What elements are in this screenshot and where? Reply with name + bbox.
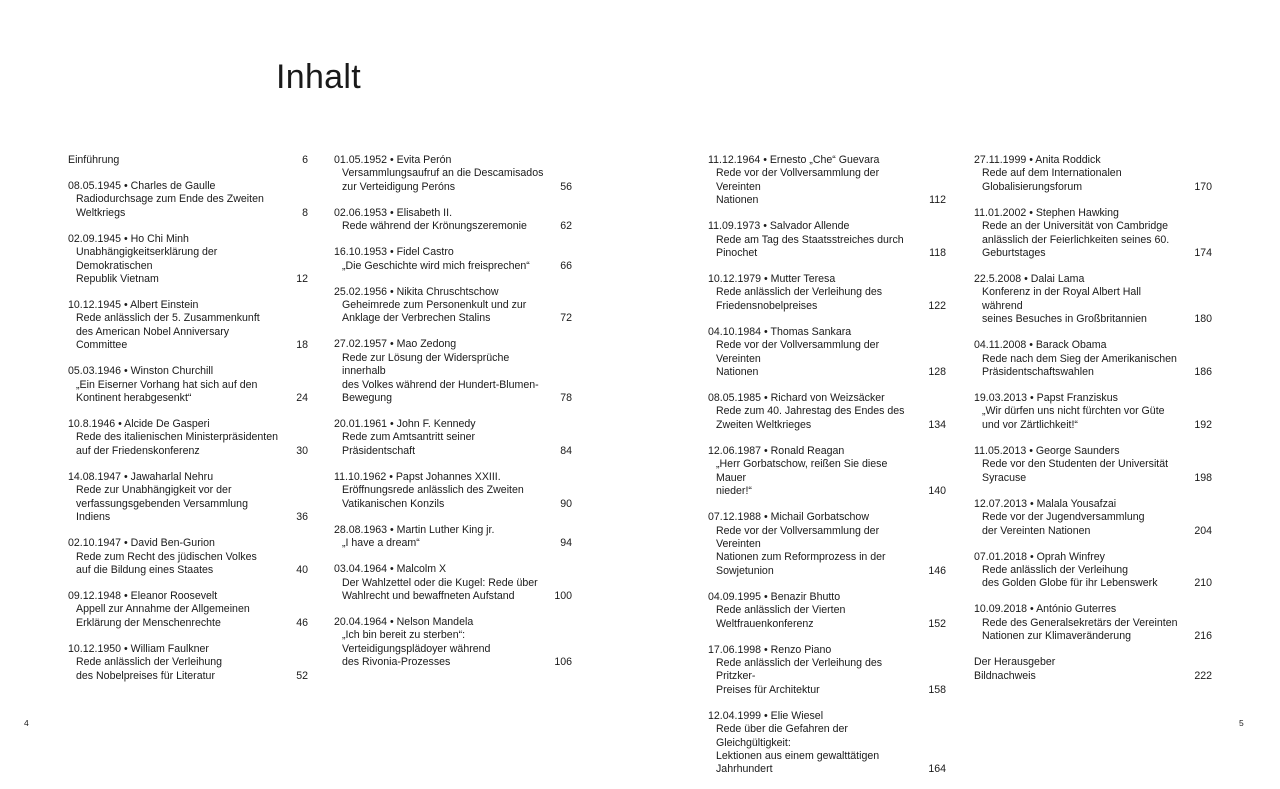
toc-separator: • <box>123 470 128 483</box>
toc-entry <box>68 299 308 353</box>
toc-separator: • <box>763 220 767 233</box>
toc-separator: • <box>118 418 122 431</box>
toc-entry <box>974 207 1212 261</box>
toc-entry-page: 78 <box>560 392 572 405</box>
toc-entry-page: 118 <box>929 247 946 260</box>
toc-entry-description: Rede am Tag des Staatsstreiches durch Pinochet <box>716 233 904 260</box>
toc-entry-date: 11.01.2002 <box>974 206 1027 219</box>
toc-separator: • <box>389 470 393 483</box>
toc-separator: • <box>123 365 128 378</box>
toc-separator: • <box>763 511 768 524</box>
toc-entry-page: 106 <box>554 656 572 669</box>
toc-entry-description: Geheimrede zum Personenkult und zur Anklage der Verbrechen Stalins <box>342 299 527 325</box>
toc-column-4 <box>974 154 1212 696</box>
toc-entry-name: Richard von Weizsäcker <box>770 392 885 405</box>
toc-entry-date: 27.02.1957 <box>334 338 388 351</box>
toc-entry-page: 46 <box>296 616 308 629</box>
toc-entry-name: Charles de Gaulle <box>130 180 216 192</box>
toc-entry <box>708 710 946 777</box>
toc-entry <box>708 392 946 432</box>
toc-entry-date: 04.09.1995 <box>708 590 762 603</box>
toc-separator: • <box>763 444 768 457</box>
toc-entry-description: „Ein Eiserner Vorhang hat sich auf den Kontinent herabgesenkt“ <box>76 378 258 405</box>
toc-entry-page: 8 <box>302 206 308 219</box>
toc-entry-name: Papst Franziskus <box>1036 392 1118 405</box>
toc-entry-description: Rede nach dem Sieg der Amerikanischen Präsidentschaftswahlen <box>982 352 1177 379</box>
toc-entry-description: Rede zum 40. Jahrestag des Endes des Zweiten Weltkrieges <box>716 405 905 431</box>
toc-entry-date: 07.12.1988 <box>708 511 762 524</box>
toc-separator: • <box>389 418 394 431</box>
toc-separator: • <box>1029 154 1033 166</box>
toc-separator: • <box>1029 206 1033 219</box>
toc-entry-description: Rede vor der Vollversammlung der Vereinten Nationen <box>716 167 880 207</box>
toc-entry-name: William Faulkner <box>130 642 209 655</box>
toc-entry-name: Elie Wiesel <box>770 709 824 722</box>
page-number-right: 5 <box>1239 718 1244 728</box>
toc-entry-page: 134 <box>928 418 946 431</box>
toc-entry-name: Malala Yousafzai <box>1036 497 1117 510</box>
toc-entry-page: 146 <box>928 564 946 577</box>
toc-entry-page: 62 <box>560 220 572 233</box>
page-number-left: 4 <box>24 718 29 728</box>
toc-separator: • <box>763 590 768 603</box>
toc-entry-description: Rede anlässlich der Verleihung des Nobelpreises für Literatur <box>76 656 223 682</box>
toc-entry <box>334 563 572 603</box>
toc-entry-page: 94 <box>560 537 572 550</box>
toc-entry <box>974 273 1212 327</box>
toc-entry-name: Albert Einstein <box>130 299 199 312</box>
toc-entry-page: 72 <box>560 312 572 325</box>
toc-entry-name: Ho Chi Minh <box>130 232 189 245</box>
toc-separator: • <box>389 523 394 536</box>
toc-entry-page: 100 <box>554 589 572 602</box>
toc-entry-page: 180 <box>1194 313 1212 326</box>
toc-entry-date: 02.09.1945 <box>68 232 122 245</box>
toc-separator: • <box>123 642 128 655</box>
toc-entry-name: Evita Perón <box>396 154 452 166</box>
toc-entry-date: 16.10.1953 <box>334 246 388 259</box>
toc-entry-name: Barack Obama <box>1035 339 1107 352</box>
toc-entry-name: Michail Gorbatschow <box>770 511 869 524</box>
toc-entry-name: Benazir Bhutto <box>770 590 841 603</box>
toc-entry <box>334 246 572 273</box>
toc-entry-description: Rede zur Lösung der Widersprüche innerhalb des Volkes während der Hundert-Blumen- Bewegung <box>342 351 539 405</box>
toc-entry <box>334 154 572 194</box>
toc-entry-date: 10.09.2018 <box>974 603 1028 616</box>
toc-entry-page: 66 <box>560 259 572 272</box>
toc-entry-page: 186 <box>1194 366 1212 379</box>
toc-separator: • <box>763 154 767 166</box>
toc-entry-description: Appell zur Annahme der Allgemeinen Erklärung der Menschenrechte <box>76 603 250 629</box>
toc-entry-description: Versammlungsaufruf an die Descamisados zur Verteidigung Peróns <box>342 167 544 193</box>
toc-entry <box>68 471 308 525</box>
toc-entry-date: 14.08.1947 <box>68 470 122 483</box>
toc-column-3 <box>708 154 946 789</box>
toc-entry-date: 11.12.1964 <box>708 154 761 166</box>
toc-entry-description: „Die Geschichte wird mich freisprechen“ <box>342 259 530 272</box>
toc-separator: • <box>123 180 128 192</box>
toc-entry-date: 09.12.1948 <box>68 589 122 602</box>
toc-entry <box>974 603 1212 643</box>
toc-entry <box>68 537 308 577</box>
toc-entry-description: „Wir dürfen uns nicht fürchten vor Güte und vor Zärtlichkeit!“ <box>982 405 1165 431</box>
toc-separator: • <box>763 643 768 656</box>
toc-entry-date: 10.12.1945 <box>68 299 122 312</box>
toc-entry-date: 28.08.1963 <box>334 523 388 536</box>
toc-entry <box>708 644 946 698</box>
toc-entry-date: 07.01.2018 <box>974 550 1028 563</box>
toc-entry-page: 30 <box>296 444 308 457</box>
toc-separator: • <box>123 232 128 245</box>
toc-entry-page: 164 <box>928 763 946 776</box>
toc-entry <box>708 511 946 578</box>
toc-entry <box>974 498 1212 538</box>
toc-entry-page: 52 <box>296 669 308 682</box>
toc-entry <box>334 524 572 551</box>
toc-entry <box>68 233 308 287</box>
toc-entry-description: Der Wahlzettel oder die Kugel: Rede über Wahlrecht und bewaffneten Aufstand <box>342 576 538 602</box>
toc-separator: • <box>1029 339 1033 352</box>
toc-entry-page: 36 <box>296 511 308 524</box>
toc-entry <box>334 616 572 670</box>
toc-entry-date: 25.02.1956 <box>334 285 388 298</box>
toc-entry <box>708 326 946 380</box>
toc-entry-name: Ronald Reagan <box>770 444 845 457</box>
toc-separator: • <box>389 615 394 628</box>
toc-entry-date: 22.5.2008 <box>974 273 1022 286</box>
toc-entry-page: 158 <box>928 683 946 696</box>
toc-entry <box>334 471 572 511</box>
toc-entry-date: 10.8.1946 <box>68 418 116 431</box>
toc-entry-description: Rede anlässlich der 5. Zusammenkunft des American Nobel Anniversary Committee <box>76 312 260 352</box>
toc-entry <box>334 207 572 234</box>
toc-entry-description: Rede zum Amtsantritt seiner Präsidentschaft <box>342 431 476 457</box>
toc-entry-page: 170 <box>1194 180 1212 193</box>
toc-entry-name: Martin Luther King jr. <box>396 523 495 536</box>
toc-entry-page: 90 <box>560 497 572 510</box>
toc-separator: • <box>763 325 768 338</box>
toc-entry-page: 192 <box>1194 418 1212 431</box>
toc-entry-description: Rede vor der Jugendversammlung der Vereinten Nationen <box>982 511 1145 537</box>
toc-entry-date: 02.06.1953 <box>334 206 388 219</box>
toc-entry-description: Rede vor der Vollversammlung der Vereinten Nationen <box>716 339 880 379</box>
toc-entry-description: Rede zum Recht des jüdischen Volkes auf die Bildung eines Staates <box>76 550 257 576</box>
toc-entry <box>708 154 946 208</box>
toc-entry-page: 24 <box>296 392 308 405</box>
toc-entry-description: Rede auf dem Internationalen Globalisierungsforum <box>982 167 1122 193</box>
toc-entry-date: 04.11.2008 <box>974 339 1027 352</box>
toc-entry-page: 174 <box>1194 247 1212 260</box>
toc-entry-description: Rede an der Universität von Cambridge anlässlich der Feierlichkeiten seines 60. Geburtstages <box>982 220 1170 260</box>
toc-entry-name: Eleanor Roosevelt <box>130 589 218 602</box>
toc-entry-name: Renzo Piano <box>770 643 832 656</box>
toc-entry-description: „I have a dream“ <box>342 537 420 550</box>
toc-entry <box>708 445 946 499</box>
toc-entry-date: 03.04.1964 <box>334 563 388 576</box>
toc-entry-description: Eröffnungsrede anlässlich des Zweiten Vatikanischen Konzils <box>342 484 524 510</box>
toc-entry-date: 10.12.1950 <box>68 642 122 655</box>
toc-entry <box>68 154 308 167</box>
toc-entry-page: 84 <box>560 444 572 457</box>
toc-entry-name: Fidel Castro <box>396 246 454 259</box>
toc-entry-page: 6 <box>302 154 308 166</box>
toc-entry-date: 17.06.1998 <box>708 643 762 656</box>
toc-entry <box>68 180 308 220</box>
toc-entry-description: Radiodurchsage zum Ende des Zweiten Weltkriegs <box>76 193 264 219</box>
toc-entry-title: Bildnachweis <box>974 669 1036 682</box>
toc-entry <box>974 656 1212 683</box>
toc-entry <box>68 590 308 630</box>
toc-entry-name: Malcolm X <box>396 563 447 576</box>
toc-separator: • <box>1029 444 1033 457</box>
toc-entry <box>68 365 308 405</box>
toc-entry-title: Der Herausgeber <box>974 656 1056 669</box>
toc-entry-page: 128 <box>928 366 946 379</box>
toc-entry-name: Stephen Hawking <box>1035 206 1119 219</box>
toc-entry <box>68 643 308 683</box>
toc-entry-name: Thomas Sankara <box>770 325 852 338</box>
toc-entry-description: Rede anlässlich der Verleihung des Golden Globe für ihr Lebenswerk <box>982 563 1158 590</box>
toc-entry-name: Dalai Lama <box>1030 273 1085 286</box>
toc-separator: • <box>1029 603 1034 616</box>
toc-entry-date: 27.11.1999 <box>974 154 1027 166</box>
toc-entry-name: Oprah Winfrey <box>1036 550 1105 563</box>
toc-entry <box>974 551 1212 591</box>
toc-entry-description: „Herr Gorbatschow, reißen Sie diese Mauer nieder!“ <box>716 458 888 498</box>
toc-entry-date: 11.10.1962 <box>334 470 387 483</box>
toc-entry-description: Rede des Generalsekretärs der Vereinten Nationen zur Klimaveränderung <box>982 616 1178 643</box>
toc-entry <box>708 220 946 260</box>
toc-entry-date: 19.03.2013 <box>974 392 1028 405</box>
toc-entry-page: 216 <box>1194 630 1212 643</box>
toc-separator: • <box>123 299 128 312</box>
toc-separator: • <box>389 206 394 219</box>
toc-entry-page: 112 <box>929 194 946 207</box>
toc-separator: • <box>1029 392 1034 405</box>
toc-entry-date: 20.01.1961 <box>334 418 388 431</box>
toc-entry-description: Konferenz in der Royal Albert Hall während seines Besuches in Großbritannien <box>982 286 1147 326</box>
toc-entry-date: 20.04.1964 <box>334 615 388 628</box>
toc-entry-page: 122 <box>928 299 946 312</box>
toc-entry <box>974 392 1212 432</box>
toc-entry-description: Rede während der Krönungszeremonie <box>342 220 527 233</box>
toc-entry-description: Rede vor der Vollversammlung der Vereinten Nationen zum Reformprozess in der Sowjetunion <box>716 524 886 577</box>
page-title: Inhalt <box>276 58 361 96</box>
toc-entry-name: Nelson Mandela <box>396 615 474 628</box>
toc-entry-description: Rede des italienischen Ministerpräsidenten auf der Friedenskonferenz <box>76 431 278 457</box>
toc-entry-name: George Saunders <box>1035 444 1120 457</box>
toc-entry-date: 04.10.1984 <box>708 325 762 338</box>
toc-separator: • <box>763 273 768 286</box>
toc-entry-page: 56 <box>560 180 572 193</box>
toc-separator: • <box>389 154 394 166</box>
toc-entry <box>708 591 946 631</box>
toc-entry-description: „Ich bin bereit zu sterben“: Verteidigungsplädoyer während des Rivonia-Prozesses <box>342 629 491 669</box>
toc-entry-description: Unabhängigkeitserklärung der Demokratischen Republik Vietnam <box>76 246 218 286</box>
toc-entry-name: Alcide De Gasperi <box>124 418 210 431</box>
toc-separator: • <box>389 246 394 259</box>
toc-entry-page: 12 <box>296 273 308 286</box>
toc-entry <box>708 273 946 313</box>
toc-separator: • <box>389 285 394 298</box>
toc-entry-date: 08.05.1945 <box>68 180 122 192</box>
toc-entry-date: 10.12.1979 <box>708 273 762 286</box>
toc-separator: • <box>123 537 128 550</box>
toc-separator: • <box>389 338 394 351</box>
toc-entry <box>68 418 308 458</box>
toc-entry-name: António Guterres <box>1036 603 1117 616</box>
toc-entry-page: 152 <box>928 617 946 630</box>
toc-entry-description: Rede vor den Studenten der Universität Syracuse <box>982 458 1169 484</box>
toc-separator: • <box>763 709 768 722</box>
toc-entry-description: Rede anlässlich der Verleihung des Friedensnobelpreises <box>716 286 883 312</box>
toc-entry-name: Winston Churchill <box>130 365 214 378</box>
toc-entry-description: Rede über die Gefahren der Gleichgültigkeit: Lektionen aus einem gewalttätigen Jahrhundert <box>716 723 880 776</box>
toc-column-1 <box>68 154 308 696</box>
toc-entry <box>334 338 572 405</box>
toc-entry <box>974 339 1212 379</box>
toc-entry-name: John F. Kennedy <box>396 418 476 431</box>
toc-separator: • <box>1024 273 1028 286</box>
toc-entry-date: 02.10.1947 <box>68 537 122 550</box>
toc-entry-name: Anita Roddick <box>1035 154 1101 166</box>
toc-column-2 <box>334 154 572 682</box>
toc-entry-name: Salvador Allende <box>769 220 850 233</box>
toc-entry-date: 12.07.2013 <box>974 497 1028 510</box>
toc-entry-name: Mao Zedong <box>396 338 457 351</box>
toc-separator: • <box>123 589 128 602</box>
toc-entry-page: 210 <box>1194 577 1212 590</box>
toc-separator: • <box>389 563 394 576</box>
toc-entry-date: 12.06.1987 <box>708 444 762 457</box>
toc-entry-date: 08.05.1985 <box>708 392 762 405</box>
toc-entry-name: Papst Johannes XXIII. <box>395 470 501 483</box>
toc-entry-name: Nikita Chruschtschow <box>396 285 499 298</box>
toc-entry-name: Jawaharlal Nehru <box>130 470 214 483</box>
toc-entry-page: 222 <box>1194 669 1212 682</box>
toc-entry-date: 11.05.2013 <box>974 444 1027 457</box>
toc-entry <box>334 286 572 326</box>
toc-entry-description: Rede zur Unabhängigkeit vor der verfassungsgebenden Versammlung Indiens <box>76 484 248 524</box>
toc-separator: • <box>1029 497 1034 510</box>
toc-separator: • <box>763 392 768 405</box>
toc-entry-page: 140 <box>928 485 946 498</box>
toc-entry-page: 204 <box>1194 524 1212 537</box>
toc-entry-page: 18 <box>296 339 308 352</box>
toc-entry-date: 12.04.1999 <box>708 709 762 722</box>
toc-entry-name: Ernesto „Che“ Guevara <box>769 154 880 166</box>
toc-entry-title: Einführung <box>68 154 120 166</box>
toc-entry-date: 11.09.1973 <box>708 220 761 233</box>
toc-entry-name: Elisabeth II. <box>396 206 453 219</box>
toc-entry-page: 198 <box>1194 471 1212 484</box>
toc-entry-description: Rede anlässlich der Vierten Weltfrauenkonferenz <box>716 604 846 630</box>
toc-entry <box>334 418 572 458</box>
toc-entry <box>974 154 1212 194</box>
toc-entry-date: 05.03.1946 <box>68 365 122 378</box>
toc-entry-date: 01.05.1952 <box>334 154 388 166</box>
toc-entry-page: 40 <box>296 563 308 576</box>
toc-entry-description: Rede anlässlich der Verleihung des Pritzker- Preises für Architektur <box>716 656 883 696</box>
toc-entry-name: David Ben-Gurion <box>130 537 215 550</box>
toc-separator: • <box>1029 550 1034 563</box>
toc-entry-name: Mutter Teresa <box>770 273 836 286</box>
toc-entry <box>974 445 1212 485</box>
